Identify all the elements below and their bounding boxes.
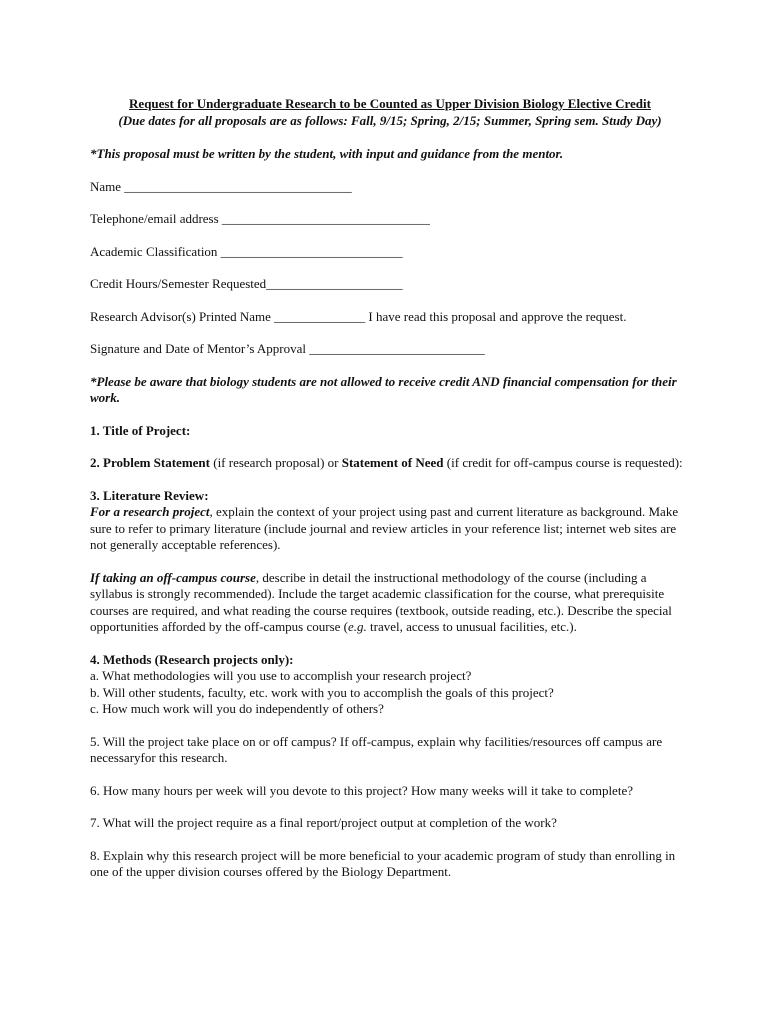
advisor-approval-statement: I have read this proposal and approve the request. — [368, 308, 627, 324]
offcampus-course-text: , describe in detail the instructional methodology of the course (including a syllabus is strongly recommended). Include the target academic classification for the course, what prerequisite courses are required, and what reading the course requires (textbook, outside reading, etc.). Describe the special opportunities afforded by the off-campus course ( — [90, 569, 672, 634]
literature-review-research-paragraph — [90, 504, 690, 554]
research-advisor-name-line[interactable]: Research Advisor(s) Printed Name ______________ — [90, 308, 366, 324]
document-title: Request for Undergraduate Research to be Counted as Upper Division Biology Elective Credit — [129, 96, 651, 111]
section-hours-question: 6. How many hours per week will you devote to this project? How many weeks will it take to complete? — [90, 782, 633, 798]
academic-classification-field[interactable]: Academic Classification ____________________________ — [90, 243, 403, 259]
mentor-guidance-notice: *This proposal must be written by the student, with input and guidance from the mentor. — [90, 146, 564, 161]
statement-of-need-text: (if credit for off-campus course is requested): — [443, 455, 683, 470]
credit-hours-field[interactable]: Credit Hours/Semester Requested_____________________ — [90, 276, 403, 291]
compensation-notice: *Please be aware that biology students are not allowed to receive credit AND financial compensation for their work. — [90, 373, 677, 405]
problem-statement-text: (if research proposal) or — [209, 455, 342, 470]
offcampus-course-lead: If taking an off-campus course — [90, 569, 256, 585]
methods-question-c: c. How much work will you do independently of others? — [90, 701, 384, 716]
statement-of-need-heading: Statement of Need — [341, 455, 444, 470]
mentor-signature-field[interactable]: Signature and Date of Mentor’s Approval ___________________________ — [90, 341, 485, 356]
section-literature-review-heading: 3. Literature Review: — [90, 487, 209, 503]
research-project-text: , explain the context of your project using past and current literature as background. Make sure to refer to primary literature (include journal and review articles in your reference list; internet web sites are not generally acceptable references). — [90, 504, 679, 552]
eg-abbreviation: e.g. — [348, 619, 367, 634]
methods-question-b: b. Will other students, faculty, etc. work with you to accomplish the goals of this project? — [90, 684, 554, 700]
due-dates-note: (Due dates for all proposals are as follows: Fall, 9/15; Spring, 2/15; Summer, Spring sem. Study Day) — [118, 112, 662, 128]
research-advisor-field — [90, 309, 690, 326]
telephone-email-field[interactable]: Telephone/email address ________________________________ — [90, 211, 430, 226]
literature-review-offcampus-paragraph — [90, 570, 690, 636]
section-methods-heading: 4. Methods (Research projects only): — [90, 651, 294, 667]
section-final-report-question: 7. What will the project require as a final report/project output at completion of the work? — [90, 815, 557, 830]
methods-question-a: a. What methodologies will you use to accomplish your research project? — [90, 668, 472, 683]
section-campus-question: 5. Will the project take place on or off campus? If off-campus, explain why facilities/resources off campus are necessaryfor this research. — [90, 733, 663, 765]
section-benefit-question: 8. Explain why this research project will be more beneficial to your academic program of study than enrolling in one of the upper division courses offered by the Biology Department. — [90, 847, 676, 879]
document-body — [90, 96, 690, 881]
section-title-of-project: 1. Title of Project: — [90, 422, 191, 438]
name-field[interactable]: Name ___________________________________ — [90, 178, 352, 194]
research-project-lead: For a research project — [90, 504, 210, 519]
problem-statement-heading: 2. Problem Statement — [90, 455, 210, 470]
offcampus-course-text-end: travel, access to unusual facilities, etc.). — [366, 619, 577, 634]
section-problem-statement — [90, 455, 690, 472]
